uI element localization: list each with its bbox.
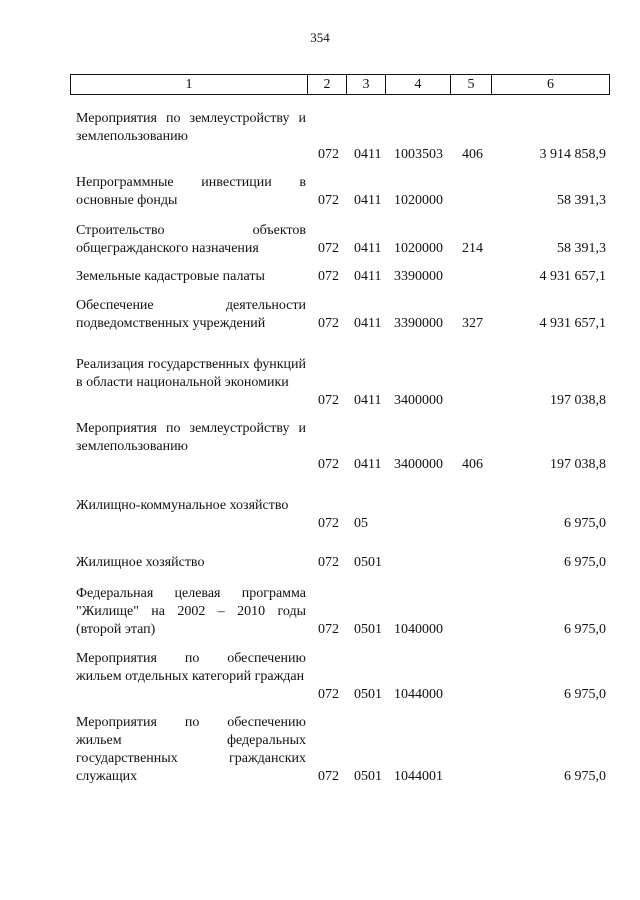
- row-col-2: 072: [318, 193, 339, 208]
- column-header-table: [70, 74, 610, 95]
- row-col-3: 0411: [354, 269, 382, 284]
- row-col-5: 406: [462, 457, 483, 472]
- row-col-3: 0411: [354, 316, 382, 331]
- table-row: [76, 174, 606, 210]
- row-col-4: 1044001: [394, 769, 443, 784]
- row-col-6: 58 391,3: [557, 193, 606, 208]
- column-header-5: 5: [451, 75, 492, 95]
- table-row: [76, 356, 606, 410]
- row-col-3: 0501: [354, 687, 382, 702]
- table-row: [76, 714, 606, 786]
- row-col-6: 4 931 657,1: [539, 269, 606, 284]
- page-number: 354: [310, 30, 330, 45]
- column-header-1: 1: [71, 75, 308, 95]
- row-col-3: 0501: [354, 555, 382, 570]
- row-col-4: 1003503: [394, 147, 443, 162]
- row-col-4: 1040000: [394, 622, 443, 637]
- row-col-5: 327: [462, 316, 483, 331]
- row-col-4: 3400000: [394, 393, 443, 408]
- row-col-3: 0411: [354, 241, 382, 256]
- row-col-2: 072: [318, 687, 339, 702]
- table-row: [76, 268, 606, 286]
- row-col-3: 0501: [354, 769, 382, 784]
- row-description: Мероприятия по обеспечению жильем федеральных государственных гражданских служащих: [76, 715, 306, 784]
- row-col-2: 072: [318, 241, 339, 256]
- row-col-3: 0411: [354, 193, 382, 208]
- table-row: [76, 585, 606, 639]
- row-col-3: 0411: [354, 147, 382, 162]
- row-col-6: 6 975,0: [564, 622, 606, 637]
- column-header-6: 6: [492, 75, 610, 95]
- column-header-3: 3: [347, 75, 386, 95]
- row-description: Мероприятия по обеспечению жильем отдельных категорий граждан: [76, 651, 306, 684]
- table-row: [76, 554, 606, 572]
- row-description: Реализация государственных функций в области национальной экономики: [76, 357, 306, 390]
- row-description: Земельные кадастровые палаты: [76, 269, 265, 284]
- table-row: [76, 110, 606, 164]
- row-col-6: 197 038,8: [550, 457, 606, 472]
- row-col-2: 072: [318, 555, 339, 570]
- row-col-2: 072: [318, 516, 339, 531]
- row-col-2: 072: [318, 457, 339, 472]
- row-col-4: 3390000: [394, 316, 443, 331]
- row-description: Непрограммные инвестиции в основные фонды: [76, 175, 306, 208]
- row-col-6: 6 975,0: [564, 555, 606, 570]
- row-col-3: 0501: [354, 622, 382, 637]
- row-col-6: 6 975,0: [564, 687, 606, 702]
- row-col-4: 1020000: [394, 241, 443, 256]
- row-description: Федеральная целевая программа "Жилище" на 2002 – 2010 годы (второй этап): [76, 586, 306, 637]
- table-row: [76, 650, 606, 704]
- table-row: [76, 222, 606, 258]
- row-col-2: 072: [318, 393, 339, 408]
- row-col-2: 072: [318, 622, 339, 637]
- row-col-5: 214: [462, 241, 483, 256]
- table-row: [76, 497, 606, 533]
- table-row: [76, 420, 606, 474]
- column-header-row: [71, 75, 610, 95]
- row-col-4: 3390000: [394, 269, 443, 284]
- row-description: Мероприятия по землеустройству и землепользованию: [76, 111, 306, 144]
- row-col-6: 6 975,0: [564, 769, 606, 784]
- row-col-2: 072: [318, 769, 339, 784]
- row-col-2: 072: [318, 316, 339, 331]
- row-col-6: 3 914 858,9: [539, 147, 606, 162]
- row-description: Обеспечение деятельности подведомственных учреждений: [76, 298, 306, 331]
- column-header-4: 4: [386, 75, 451, 95]
- row-col-4: 3400000: [394, 457, 443, 472]
- row-col-5: 406: [462, 147, 483, 162]
- row-col-3: 0411: [354, 393, 382, 408]
- row-description: Жилищно-коммунальное хозяйство: [76, 498, 289, 513]
- column-header-2: 2: [308, 75, 347, 95]
- row-col-3: 05: [354, 516, 368, 531]
- row-description: Строительство объектов общегражданского назначения: [76, 223, 306, 256]
- row-description: Жилищное хозяйство: [76, 555, 205, 570]
- row-col-6: 6 975,0: [564, 516, 606, 531]
- row-col-4: 1044000: [394, 687, 443, 702]
- row-col-6: 197 038,8: [550, 393, 606, 408]
- row-description: Мероприятия по землеустройству и землепользованию: [76, 421, 306, 454]
- row-col-6: 58 391,3: [557, 241, 606, 256]
- row-col-3: 0411: [354, 457, 382, 472]
- row-col-4: 1020000: [394, 193, 443, 208]
- row-col-6: 4 931 657,1: [539, 316, 606, 331]
- table-row: [76, 297, 606, 333]
- row-col-2: 072: [318, 147, 339, 162]
- row-col-2: 072: [318, 269, 339, 284]
